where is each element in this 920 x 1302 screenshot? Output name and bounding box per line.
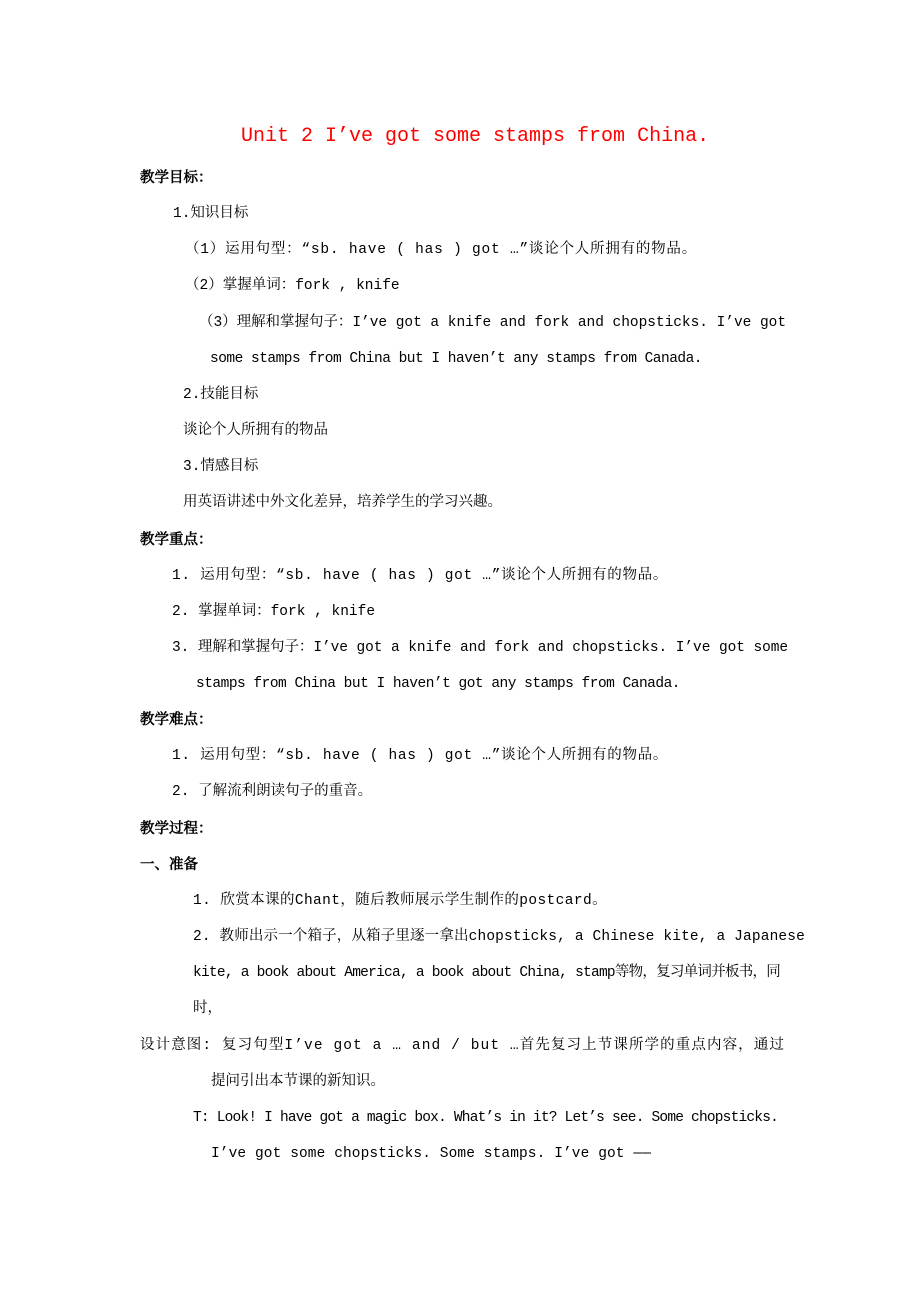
section-heading: 教学目标： — [140, 170, 213, 186]
text-line: （3）理解和掌握句子：I’ve got a knife and fork and chopsticks. I’ve got — [199, 315, 786, 331]
text-line: kite, a book about America, a book about China, stamp等物，复习单词并板书，同 — [193, 965, 780, 981]
text-line: 1. 运用句型：“sb. have ( has ) got …”谈论个人所拥有的物品。 — [172, 568, 668, 584]
text-line: 1. 欣赏本课的Chant，随后教师展示学生制作的postcard。 — [193, 893, 607, 909]
section-heading: 教学过程： — [140, 821, 213, 837]
text-line: T: Look! I have got a magic box. What’s in it? Let’s see. Some chopsticks. — [193, 1110, 778, 1126]
text-line: some stamps from China but I haven’t any stamps from Canada. — [210, 351, 702, 367]
text-line: 3. 理解和掌握句子：I’ve got a knife and fork and chopsticks. I’ve got some — [172, 640, 788, 656]
text-line: 时， — [193, 1001, 222, 1017]
text-line: 提问引出本节课的新知识。 — [211, 1074, 385, 1090]
text-line: I’ve got some chopsticks. Some stamps. I’ve got —— — [211, 1146, 651, 1162]
text-line: 2.技能目标 — [183, 387, 259, 403]
text-line: （1）运用句型：“sb. have ( has ) got …”谈论个人所拥有的物品。 — [185, 242, 697, 258]
text-line: 2. 了解流利朗读句子的重音。 — [172, 784, 373, 800]
text-line: 谈论个人所拥有的物品 — [183, 423, 328, 439]
section-heading: 教学难点： — [140, 712, 213, 728]
text-line: stamps from China but I haven’t got any stamps from Canada. — [196, 676, 680, 692]
text-line: 2. 掌握单词：fork , knife — [172, 604, 376, 620]
section-heading: 教学重点： — [140, 532, 213, 548]
text-line: 2. 教师出示一个箱子，从箱子里逐一拿出chopsticks, a Chinese kite, a Japanese — [193, 929, 805, 945]
text-line: 1. 运用句型：“sb. have ( has ) got …”谈论个人所拥有的物品。 — [172, 748, 668, 764]
text-line: 设计意图: 复习句型I’ve got a … and / but …首先复习上节课所学的重点内容，通过 — [140, 1038, 785, 1054]
text-line: 用英语讲述中外文化差异，培养学生的学习兴趣。 — [183, 495, 502, 511]
section-heading: 一、准备 — [140, 857, 198, 873]
text-line: 3.情感目标 — [183, 459, 259, 475]
text-line: （2）掌握单词：fork , knife — [185, 278, 400, 294]
text-line: 1.知识目标 — [173, 206, 249, 222]
document-title: Unit 2 I’ve got some stamps from China. — [241, 125, 710, 148]
